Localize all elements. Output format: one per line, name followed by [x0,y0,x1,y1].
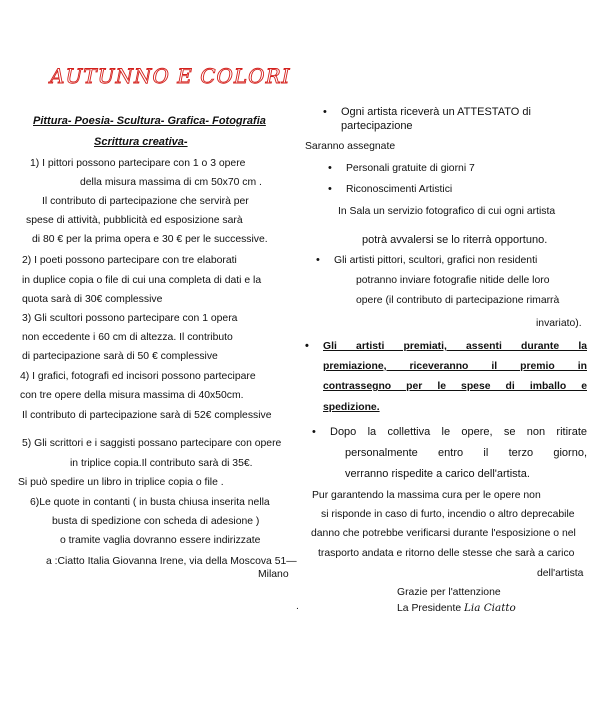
rule-line: 6)Le quote in contanti ( in busta chiusa inserita nella [30,497,270,508]
nonresident-line: opere (il contributo di partecipazione rimarrà [356,295,560,306]
riconoscimenti-bullet: • Riconoscimenti Artistici [346,183,452,196]
rule-line: o tramite vaglia dovranno essere indirizzate [60,535,261,546]
rule-line: 2) I poeti possono partecipare con tre elaborati [22,255,237,266]
garanzia-line: Pur garantendo la massima cura per le opere non [312,490,541,501]
categories-heading: Pittura- Poesia- Scultura- Grafica- Fotografia [33,115,266,127]
rule-line: della misura massima di cm 50x70 cm . [80,177,262,188]
rule-line: 3) Gli scultori possono partecipare con 1 opera [22,313,238,324]
saranno-label: Saranno assegnate [305,141,396,152]
rule-line: busta di spedizione con scheda di adesione ) [52,516,260,527]
premiati-line: contrassegno per le spese di imballo e [323,381,587,392]
center-dot: . [296,601,299,612]
garanzia-line: dell'artista [537,568,584,579]
page-title: AUTUNNO E COLORI [50,64,291,88]
garanzia-line: trasporto andata e ritorno delle stesse che sarà a carico [318,548,575,559]
premiati-bullet: • Gli artisti premiati, assenti durante la [323,340,587,353]
address-city: Milano [258,569,289,580]
rule-line: 4) I grafici, fotografi ed incisori possono partecipare [20,371,256,382]
foto-line-2: potrà avvalersi se lo riterrà opportuno. [362,234,548,246]
rule-line: Il contributo di partecipazione che servirà per [42,196,249,207]
rule-line: 5) Gli scrittori e i saggisti possano partecipare con opere [22,438,282,449]
president-label: La Presidente [397,603,462,614]
rule-line: spese di attività, pubblicità ed esposizione sarà [26,215,243,226]
collettiva-line: personalmente entro il terzo giorno, [345,447,587,459]
foto-line: In Sala un servizio fotografico di cui ogni artista [338,206,556,217]
writing-heading: Scrittura creativa- [94,136,188,148]
garanzia-line: si risponde in caso di furto, incendio o altro deprecabile [321,509,575,520]
rule-line: Si può spedire un libro in triplice copia o file . [18,477,224,488]
rule-line: di 80 € per la prima opera e 30 € per le successive. [32,234,268,245]
nonresident-line: potranno inviare fotografie nitide delle loro [356,275,550,286]
thanks-text: Grazie per l'attenzione [397,587,501,598]
attestato-cont: partecipazione [341,120,413,132]
rule-line: con tre opere della misura massima di 40x50cm. [20,390,244,401]
personali-bullet: • Personali gratuite di giorni 7 [346,162,475,175]
collettiva-line: verranno rispedite a carico dell'artista. [345,468,530,480]
address-line: a :Ciatto Italia Giovanna Irene, via della Moscova 51— [46,556,297,567]
garanzia-line: danno che potrebbe verificarsi durante l'esposizione o nel [311,528,576,539]
rule-line: Il contributo di partecipazione sarà di 52€ complessive [22,410,272,421]
rule-line: 1) I pittori possono partecipare con 1 o 3 opere [30,158,246,169]
premiati-line: premiazione, riceveranno il premio in [323,361,587,372]
rule-line: di partecipazione sarà di 50 € complessive [22,351,218,362]
nonresident-line: invariato). [536,318,582,329]
rule-line: in triplice copia.Il contributo sarà di 35€. [70,458,253,469]
collettiva-bullet: • Dopo la collettiva le opere, se non ritirate [330,426,587,439]
attestato-bullet: • Ogni artista riceverà un ATTESTATO di [341,106,531,119]
rule-line: in duplice copia o file di cui una completa di dati e la [22,275,262,286]
nonresident-bullet: • Gli artisti pittori, scultori, grafici non residenti [334,254,537,267]
rule-line: non eccedente i 60 cm di altezza. Il contributo [22,332,233,343]
signature-block [397,602,516,615]
president-name: Lia Ciatto [464,602,516,614]
rule-line: quota sarà di 30€ complessive [22,294,163,305]
premiati-line: spedizione. [323,402,380,413]
